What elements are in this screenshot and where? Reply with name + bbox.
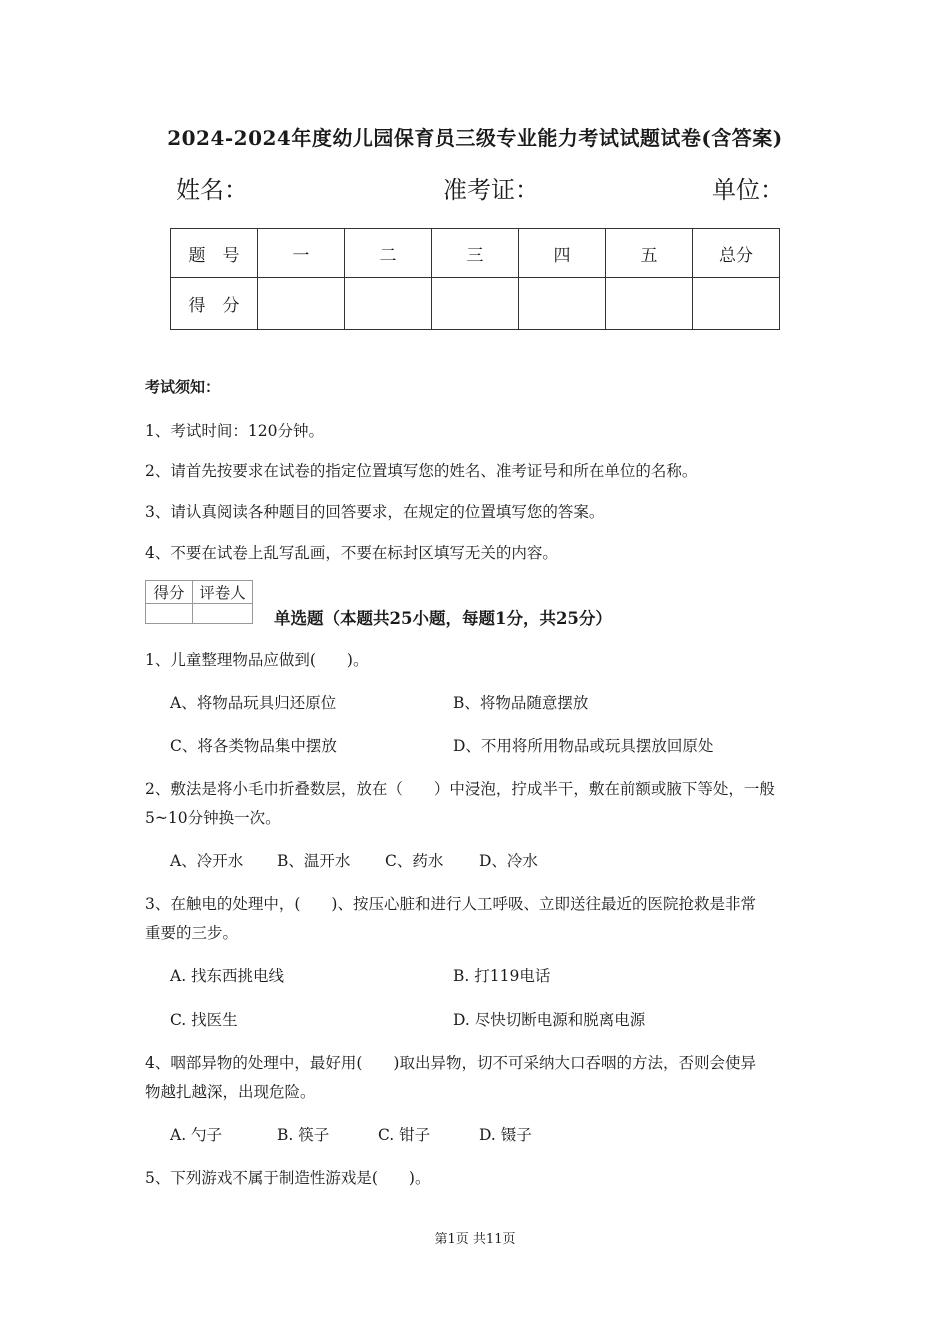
question-option: C. 找医生 (170, 1011, 238, 1029)
question-stem-continued: 5~10分钟换一次。 (145, 809, 281, 827)
score-table-col-1: 一 (258, 229, 345, 278)
question-option: D. 尽快切断电源和脱离电源 (453, 1011, 646, 1029)
question-option: B、温开水 (277, 852, 351, 870)
score-cell (345, 278, 432, 330)
question-option: C、药水 (385, 852, 444, 870)
score-table-header-label: 题 号 (171, 229, 258, 278)
notice-item: 4、不要在试卷上乱写乱画，不要在标封区填写无关的内容。 (145, 544, 558, 562)
question-option: C、将各类物品集中摆放 (170, 737, 337, 755)
question-option: A. 找东西挑电线 (170, 967, 285, 985)
question-option: B、将物品随意摆放 (453, 694, 589, 712)
grader-box-empty (146, 604, 193, 624)
question-option: A、将物品玩具归还原位 (170, 694, 337, 712)
score-table-col-3: 三 (432, 229, 519, 278)
score-table-col-5: 五 (606, 229, 693, 278)
grader-box-grader-label: 评卷人 (193, 581, 253, 604)
question-stem: 3、在触电的处理中，( )、按压心脏和进行人工呼吸、立即送往最近的医院抢救是非常 (145, 895, 756, 913)
score-table-col-total: 总分 (693, 229, 780, 278)
name-label: 姓名： (176, 176, 248, 204)
grader-box-score-label: 得分 (146, 581, 193, 604)
score-cell (693, 278, 780, 330)
notice-item: 1、考试时间：120分钟。 (145, 422, 324, 440)
unit-label: 单位： (712, 176, 784, 204)
question-stem: 5、下列游戏不属于制造性游戏是( )。 (145, 1169, 431, 1187)
score-cell (519, 278, 606, 330)
exam-id-label: 准考证： (443, 176, 539, 204)
section-heading: 单选题（本题共25小题，每题1分，共25分） (274, 609, 612, 628)
question-stem-continued: 重要的三步。 (145, 924, 239, 942)
score-table-col-4: 四 (519, 229, 606, 278)
score-cell (606, 278, 693, 330)
score-table (170, 228, 780, 330)
question-option: A. 勺子 (170, 1126, 223, 1144)
question-option: D. 镊子 (479, 1126, 532, 1144)
question-option: A、冷开水 (170, 852, 244, 870)
notice-item: 3、请认真阅读各种题目的回答要求，在规定的位置填写您的答案。 (145, 503, 605, 521)
grader-box (145, 580, 253, 624)
score-cell (258, 278, 345, 330)
notice-heading: 考试须知： (145, 378, 221, 396)
question-stem: 2、敷法是将小毛巾折叠数层，放在（ ）中浸泡，拧成半干，敷在前额或腋下等处，一般 (145, 780, 775, 798)
grader-box-empty (193, 604, 253, 624)
question-option: D、不用将所用物品或玩具摆放回原处 (453, 737, 714, 755)
score-table-col-2: 二 (345, 229, 432, 278)
question-stem: 4、咽部异物的处理中，最好用( )取出异物，切不可采纳大口吞咽的方法，否则会使异 (145, 1054, 756, 1072)
question-stem: 1、儿童整理物品应做到( )。 (145, 651, 369, 669)
question-stem-continued: 物越扎越深，出现危险。 (145, 1083, 316, 1101)
question-option: C. 钳子 (378, 1126, 431, 1144)
score-table-score-label: 得 分 (171, 278, 258, 330)
question-option: B. 筷子 (277, 1126, 330, 1144)
notice-item: 2、请首先按要求在试卷的指定位置填写您的姓名、准考证号和所在单位的名称。 (145, 462, 698, 480)
question-option: D、冷水 (479, 852, 538, 870)
page-title: 2024-2024年度幼儿园保育员三级专业能力考试试题试卷(含答案) (167, 126, 783, 150)
page-footer: 第1页 共11页 (434, 1232, 516, 1247)
question-option: B. 打119电话 (453, 967, 551, 985)
score-cell (432, 278, 519, 330)
